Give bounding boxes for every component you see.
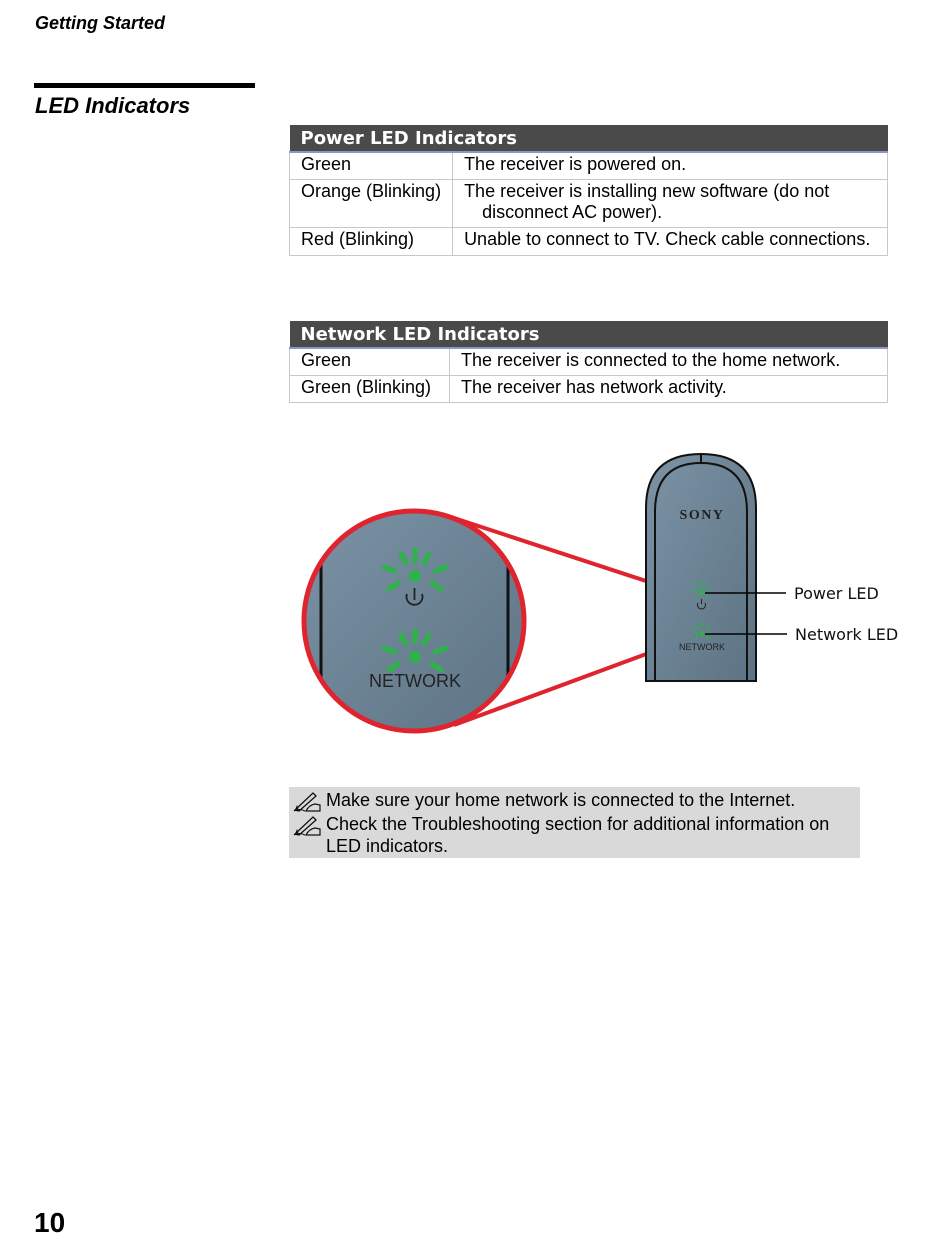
page-number: 10 xyxy=(34,1207,66,1238)
zoom-network-label: NETWORK xyxy=(369,671,461,691)
table-row xyxy=(290,152,888,180)
led-meaning: The receiver is connected to the home network. xyxy=(461,350,841,370)
table-row xyxy=(290,228,888,256)
receiver-device xyxy=(646,454,756,681)
table-row xyxy=(290,348,888,376)
led-meaning: The receiver has network activity. xyxy=(461,377,727,397)
led-meaning: Unable to connect to TV. Check cable connections. xyxy=(464,229,871,249)
table-row xyxy=(290,180,888,228)
section-rule xyxy=(34,83,255,88)
network-led-table xyxy=(289,321,888,403)
pencil-note-icon xyxy=(293,790,321,812)
device-network-label: NETWORK xyxy=(679,642,725,652)
led-illustration xyxy=(289,440,929,750)
note-box xyxy=(289,787,860,858)
table-title: Power LED Indicators xyxy=(290,125,888,152)
power-led-table xyxy=(289,125,888,256)
zoom-circle xyxy=(299,505,529,740)
section-title: LED Indicators xyxy=(35,93,191,118)
led-state: Green (Blinking) xyxy=(290,376,450,403)
table-title: Network LED Indicators xyxy=(290,321,888,348)
power-led-callout: Power LED xyxy=(794,584,879,603)
led-state: Green xyxy=(290,152,453,180)
brand-logo: SONY xyxy=(679,508,725,523)
led-meaning: The receiver is powered on. xyxy=(464,154,687,174)
led-state: Red (Blinking) xyxy=(290,228,453,256)
note-text: Check the Troubleshooting section for additional information on LED indicators. xyxy=(326,814,830,856)
table-row xyxy=(290,376,888,403)
led-meaning: The receiver is installing new software (do not disconnect AC power). xyxy=(464,181,830,222)
running-head: Getting Started xyxy=(35,13,166,33)
led-state: Green xyxy=(290,348,450,376)
network-led-callout: Network LED xyxy=(795,625,899,644)
note-text: Make sure your home network is connected to the Internet. xyxy=(326,790,796,810)
pencil-note-icon xyxy=(293,814,321,836)
led-state: Orange (Blinking) xyxy=(290,180,453,228)
